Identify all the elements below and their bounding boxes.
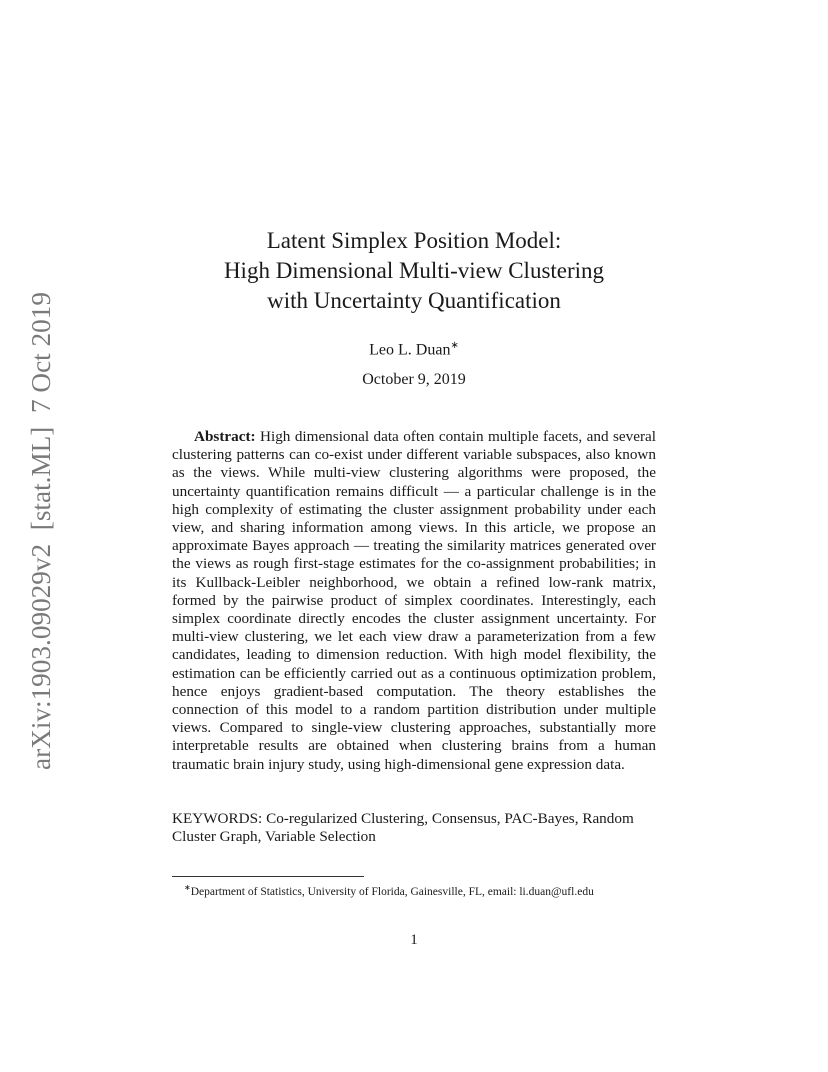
author-footnote-marker: ∗ (450, 340, 459, 351)
footnote (172, 880, 656, 900)
abstract-text: High dimensional data often contain multiple facets, and several clustering patterns can co-exist under different variable subspaces, also known as the views. While multi-view clustering algorithms were proposed, the uncertainty quantification remains difficult — a particular challenge is in the high complexity of estimating the cluster assignment probability under each view, and sharing information among views. In this article, we propose an approximate Bayes approach — treating the similarity matrices generated over the views as rough first-stage estimates for the co-assignment probabilities; in its Kullback-Leibler neighborhood, we obtain a refined low-rank matrix, formed by the pairwise product of simplex coordinates. Interestingly, each simplex coordinate directly encodes the cluster assignment uncertainty. For multi-view clustering, we let each view draw a parameterization from a few candidates, leading to dimension reduction. With high model flexibility, the estimation can be efficiently carried out as a continuous optimization problem, hence enjoys gradient-based computation. The theory establishes the connection of this model to a random partition distribution under multiple views. Compared to single-view clustering approaches, substantially more interpretable results are obtained when clustering brains from a human traumatic brain injury study, using high-dimensional gene expression data. (172, 428, 657, 773)
arxiv-identifier (18, 290, 58, 770)
author-name: Leo L. Duan (369, 341, 451, 359)
title-line-2: High Dimensional Multi-view Clustering (223, 258, 605, 283)
title-line-1: Latent Simplex Position Model: (266, 228, 562, 253)
abstract-label: Abstract: (194, 428, 256, 445)
paper-title (0, 226, 828, 316)
footnote-rule (172, 876, 364, 877)
keywords: KEYWORDS: Co-regularized Clustering, Consensus, PAC-Bayes, Random Cluster Graph, Variable Selection (172, 810, 634, 846)
footnote-text: Department of Statistics, University of Florida, Gainesville, FL, email: li.duan@ufl.edu (190, 885, 594, 898)
title-line-3: with Uncertainty Quantification (267, 288, 561, 313)
arxiv-identifier-text: arXiv:1903.09029v2 [stat.ML] 7 Oct 2019 (26, 296, 56, 770)
abstract (172, 428, 656, 774)
author (0, 336, 828, 360)
publication-date: October 9, 2019 (362, 371, 466, 388)
page-number: 1 (410, 932, 418, 948)
footnote-marker: ∗ (184, 883, 191, 892)
